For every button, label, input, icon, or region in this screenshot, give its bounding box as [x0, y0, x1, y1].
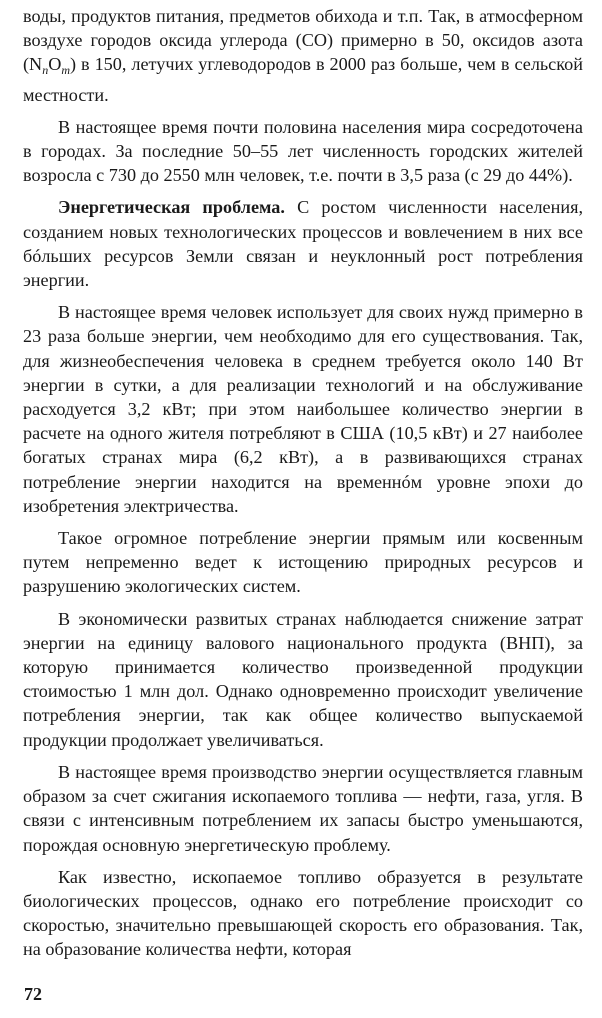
page-number: 72: [24, 984, 42, 1004]
paragraph-3: Энергетическая проблема. С ростом численности населения, созданием новых технологических процессов и вовлечением в них все бóльших ресурсов Земли связан и неуклонный рост потребления энергии.: [23, 197, 583, 291]
paragraph-7: В настоящее время производство энергии осуществляется главным образом за счет сжигания ископаемого топлива — нефти, газа, угля. В связи с интенсивным потреблением их запасы быстро уменьшаются, порождая основную энергетическую проблему.: [23, 761, 583, 855]
paragraph-8: Как известно, ископаемое топливо образуется в результате биологических процессов, однако его потребление происходит со скоростью, значительно превышающей скорость его образования. Так, на образование количества нефти, которая: [23, 866, 583, 960]
paragraph-6: В экономически развитых странах наблюдается снижение затрат энергии на единицу валового национального продукта (ВНП), за которую принимается количество произведенной продукции стоимостью 1 млн дол. Однако одновременно происходит увеличение потребления энергии, так как общее количество выпускаемой продукции продолжает увеличиваться.: [23, 608, 583, 750]
paragraph-2: В настоящее время почти половина населения мира сосредоточена в городах. За последние 50–55 лет численность городских жителей возросла с 730 до 2550 млн человек, т.е. почти в 3,5 раза (с 29 до 44%).: [23, 116, 583, 186]
paragraph-4: В настоящее время человек использует для своих нужд примерно в 23 раза больше энергии, чем необходимо для его существования. Так, для жизнеобеспечения человека в среднем требуется около 140 Вт энергии в сутки, а для реализации технологий и на обслуживание расходуется 3,2 кВт; при этом наибольшее количество энергии в расчете на одного жителя потребляют в США (10,5 кВт) и 27 наиболее богатых странах мира (6,2 кВт), а в развивающихся странах потребление энергии находится на временнóм уровне эпохи до изобретения электричества.: [23, 302, 583, 516]
page-body: [23, 4, 583, 970]
paragraph-1: воды, продуктов питания, предметов обихода и т.п. Так, в атмосферном воздухе городов оксида углерода (СО) примерно в 50, оксидов азота $(N_nO_m)$ в 150, летучих углеводородов в 2000 раз больше, чем в сельской местности.: [23, 6, 583, 105]
paragraph-5: Такое огромное потребление энергии прямым или косвенным путем непременно ведет к истощению природных ресурсов и разрушению экологических систем.: [23, 528, 583, 597]
section-heading-energy-problem: Энергетическая проблема.: [58, 197, 285, 218]
